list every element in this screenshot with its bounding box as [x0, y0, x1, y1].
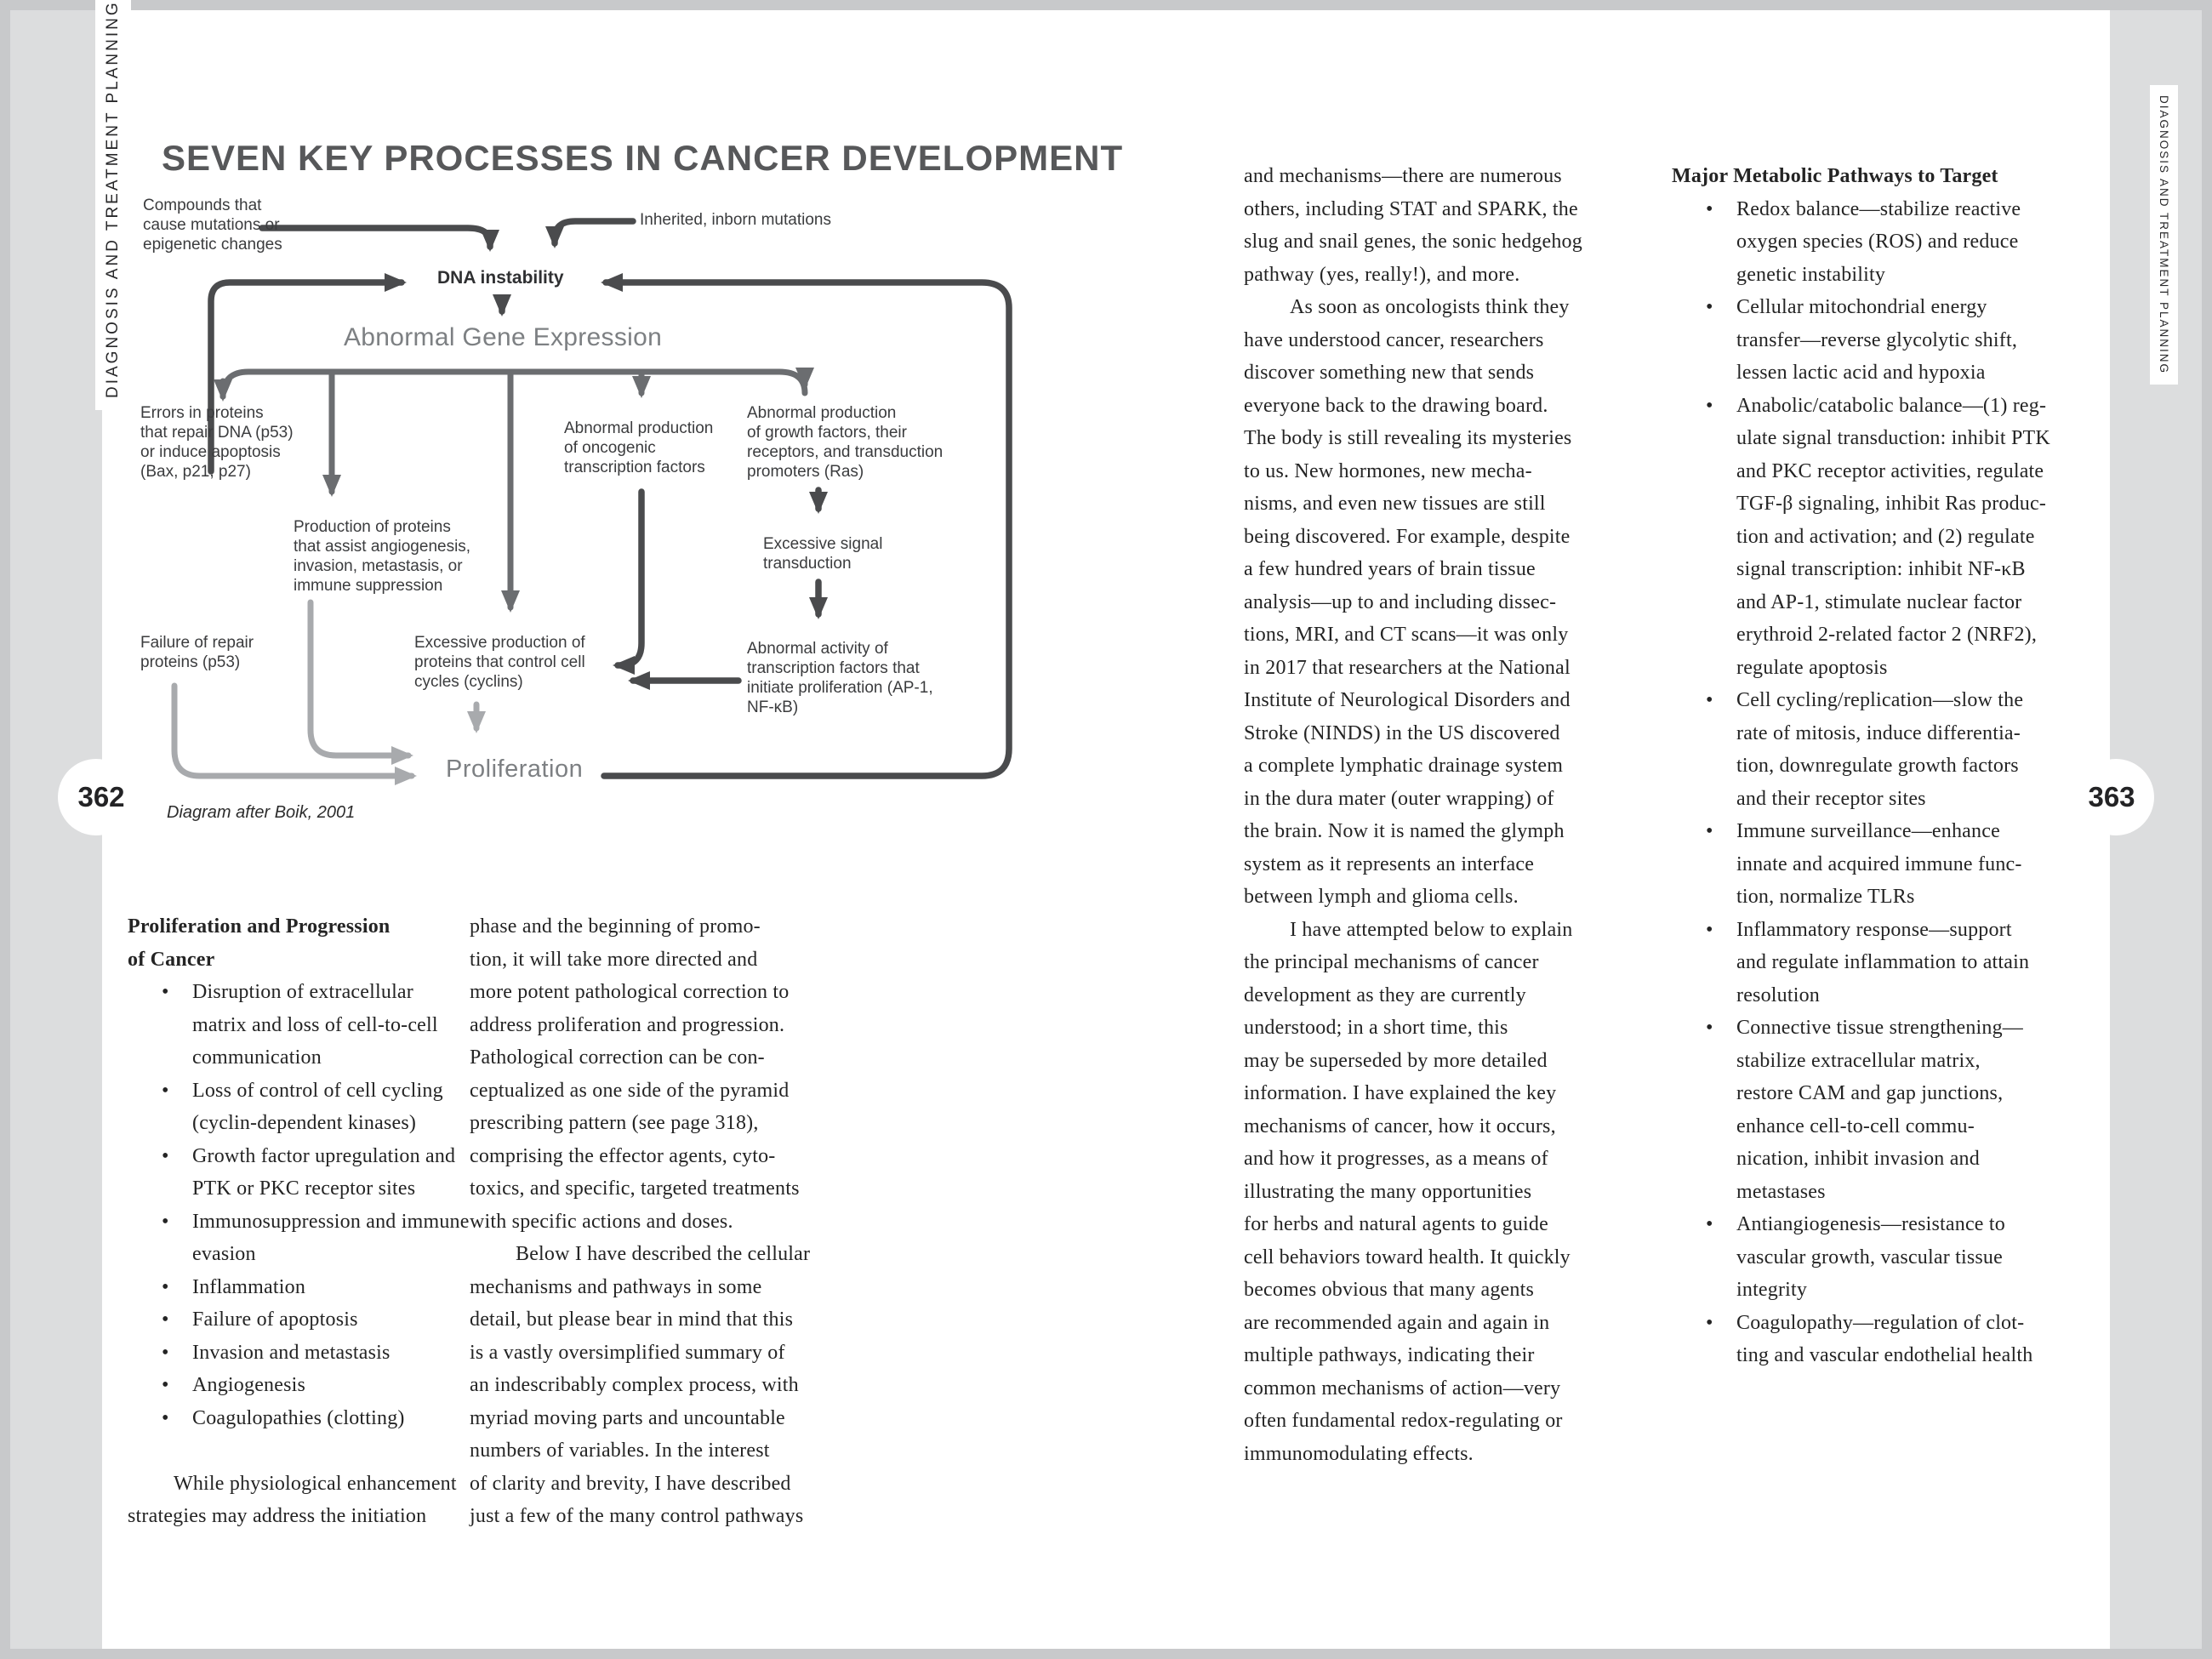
body-text-line: information. I have explained the key [1244, 1082, 1557, 1104]
body-text-line: a few hundred years of brain tissue [1244, 558, 1536, 580]
node-failure-repair-proteins [140, 633, 254, 672]
body-text-line [1672, 1208, 2055, 1241]
body-text-line: vascular growth, vascular tissue [1736, 1246, 2003, 1268]
body-text-line: and AP-1, stimulate nuclear factor [1736, 590, 2022, 613]
bullet-glyph: • [1706, 394, 1713, 417]
body-text-line: and their receptor sites [1736, 787, 1926, 810]
diagram-text-line: immune suppression [294, 577, 443, 595]
body-text-line [128, 1402, 468, 1435]
diagram-text-line: Compounds that [143, 197, 262, 214]
body-text-line: common mechanisms of action—very [1244, 1377, 1561, 1400]
heading-line: Major Metabolic Pathways to Target [1672, 165, 1998, 187]
bullet-glyph: • [1706, 1311, 1713, 1334]
body-text-line: TGF-β signaling, inhibit Ras produc- [1736, 493, 2047, 515]
diagram-text-line: Abnormal Gene Expression [344, 323, 663, 351]
diagram-text-line: Abnormal production [564, 419, 714, 437]
arrow-compounds-to-dna-instability [262, 228, 490, 247]
body-text-line: the principal mechanisms of cancer [1244, 951, 1539, 973]
body-text-line: have understood cancer, researchers [1244, 328, 1544, 351]
body-text-line: The body is still revealing its mysteries [1244, 427, 1572, 449]
body-text-line: address proliferation and progression. [470, 1013, 785, 1036]
bullet-glyph: • [162, 1144, 169, 1167]
body-text-line: Below I have described the cellular [516, 1243, 811, 1265]
bullet-text: Cellular mitochondrial energy [1736, 296, 1987, 318]
body-text-line: comprising the effector agents, cyto- [470, 1144, 776, 1167]
arrow-failure-to-proliferation [174, 686, 412, 776]
body-text-line: and regulate inflammation to attain [1736, 951, 2030, 973]
body-text-line: and how it progresses, as a means of [1244, 1148, 1548, 1170]
bullet-glyph: • [1706, 296, 1713, 318]
diagram-text-line: epigenetic changes [143, 236, 282, 254]
bullet-glyph: • [162, 1374, 169, 1396]
diagram-text-line: Abnormal activity of [747, 640, 888, 658]
body-text-line [128, 1271, 468, 1304]
body-text-line: a complete lymphatic drainage system [1244, 755, 1564, 777]
body-text-line: rate of mitosis, induce differentia- [1736, 721, 2021, 744]
body-text-line [128, 1303, 468, 1337]
body-text-line: Pathological correction can be con- [470, 1046, 765, 1069]
bullet-text: Loss of control of cell cycling [192, 1079, 443, 1102]
body-text-line: tion and activation; and (2) regulate [1736, 525, 2035, 548]
diagram-text-line: transduction [763, 555, 852, 573]
body-text-line: understood; in a short time, this [1244, 1017, 1508, 1039]
body-text-line: strategies may address the initiation [128, 1505, 427, 1527]
body-text-line: are recommended again and again in [1244, 1311, 1550, 1334]
body-text-line: the brain. Now it is named the glymph [1244, 820, 1565, 842]
body-text-line: stabilize extracellular matrix, [1736, 1049, 1981, 1072]
body-text-line: enhance cell-to-cell commu- [1736, 1115, 1975, 1137]
body-text-line: mechanisms and pathways in some [470, 1275, 762, 1298]
page-number-text: 363 [2088, 781, 2135, 812]
body-text-line [128, 1369, 468, 1402]
body-text-line [1672, 1307, 2055, 1340]
right-page-number [2078, 759, 2154, 835]
body-text-line: transfer—reverse glycolytic shift, [1736, 328, 2018, 351]
bullet-glyph: • [1706, 197, 1713, 220]
diagram-text-line: or induce apoptosis [140, 443, 281, 461]
body-text-line: (cyclin-dependent kinases) [192, 1112, 417, 1134]
bullet-text: Inflammatory response—support [1736, 918, 2012, 941]
body-text-line [1672, 815, 2055, 848]
diagram-text-line: cycles (cyclins) [414, 673, 523, 691]
bullet-glyph: • [1706, 689, 1713, 711]
diagram-text-line: transcription factors that [747, 659, 920, 677]
body-text-line: becomes obvious that many agents [1244, 1279, 1534, 1301]
diagram-text-line: of oncogenic [564, 439, 656, 457]
body-text-line: regulate apoptosis [1736, 656, 1888, 679]
body-text-line: everyone back to the drawing board. [1244, 394, 1548, 417]
bullet-glyph: • [1706, 820, 1713, 842]
body-text-line: numbers of variables. In the interest [470, 1440, 770, 1462]
body-text-line: erythroid 2-related factor 2 (NRF2), [1736, 624, 2038, 646]
bullet-text: Disruption of extracellular [192, 981, 413, 1003]
body-text-line: As soon as oncologists think they [1290, 296, 1570, 318]
heading-line: Proliferation and Progression [128, 915, 391, 938]
node-dna-instability [437, 268, 564, 288]
diagram-text-line: Excessive signal [763, 535, 883, 553]
body-text-line: in 2017 that researchers at the National [1244, 656, 1571, 679]
body-text-line: tion, normalize TLRs [1736, 886, 1915, 908]
diagram-text-line: cause mutations or [143, 216, 280, 234]
body-text-line: cell behaviors toward health. It quickly [1244, 1246, 1571, 1268]
node-errors-repair-proteins [140, 403, 294, 482]
bullet-text: Immunosuppression and immune [192, 1210, 470, 1233]
body-text-line: ulate signal transduction: inhibit PTK [1736, 427, 2050, 449]
body-text-line: nisms, and even new tissues are still [1244, 493, 1546, 515]
diagram-text-line: (Bax, p21, p27) [140, 463, 251, 481]
right-edge-chapter-label: DIAGNOSIS AND TREATMENT PLANNING [2150, 85, 2178, 385]
node-growth-factors [747, 403, 943, 482]
diagram-text-line: Abnormal production [747, 404, 897, 422]
body-text-line: prescribing pattern (see page 318), [470, 1112, 759, 1134]
bullet-glyph: • [1706, 1213, 1713, 1235]
body-text-line [128, 1337, 468, 1370]
diagram-text-line: receptors, and transduction [747, 443, 944, 461]
body-text-line [1672, 193, 2055, 226]
body-text-line: and PKC receptor activities, regulate [1736, 459, 2044, 482]
body-text-line [1672, 1012, 2055, 1045]
bullet-text: Cell cycling/replication—slow the [1736, 689, 2024, 711]
diagram-text-line: DNA instability [437, 268, 564, 288]
body-text-line: PTK or PKC receptor sites [192, 1177, 416, 1200]
body-text-line: communication [192, 1046, 322, 1069]
arrow-assist-to-proliferation [311, 602, 408, 755]
body-text-line: and mechanisms—there are numerous [1244, 165, 1562, 187]
body-text-line: more potent pathological correction to [470, 981, 790, 1003]
body-text-line [1672, 684, 2055, 717]
bullet-text: Anabolic/catabolic balance—(1) reg- [1736, 394, 2047, 417]
left-edge-chapter-label: DIAGNOSIS AND TREATMENT PLANNING [95, 0, 131, 410]
heading-line: of Cancer [128, 948, 215, 971]
body-text-line: metastases [1736, 1180, 1826, 1203]
body-text-line: I have attempted below to explain [1290, 918, 1573, 941]
node-excessive-cyclins [414, 633, 585, 692]
body-text-line: nication, inhibit invasion and [1736, 1148, 1980, 1170]
body-text-line: Institute of Neurological Disorders and [1244, 689, 1571, 711]
body-text-line: discover something new that sends [1244, 362, 1535, 384]
body-text-line: is a vastly oversimplified summary of [470, 1341, 785, 1364]
node-abnormal-gene-expression [344, 323, 663, 351]
node-compounds [143, 196, 282, 254]
body-text-line: others, including STAT and SPARK, the [1244, 197, 1578, 220]
right-page-column-2 [1672, 160, 2055, 1372]
body-text-line: innate and acquired immune func- [1736, 852, 2022, 875]
bullet-glyph: • [1706, 918, 1713, 941]
body-text-line: immunomodulating effects. [1244, 1442, 1474, 1465]
body-text-line: of clarity and brevity, I have described [470, 1472, 791, 1495]
node-abnormal-tf-activity [747, 639, 933, 717]
body-text-line: illustrating the many opportunities [1244, 1180, 1532, 1203]
body-text-line: for herbs and natural agents to guide [1244, 1213, 1548, 1235]
node-inherited-mutations [640, 210, 831, 230]
bullet-text: Invasion and metastasis [192, 1341, 391, 1364]
bullet-text: Failure of apoptosis [192, 1308, 358, 1331]
diagram-text-line: Failure of repair [140, 634, 254, 652]
diagram-text-line: proteins that control cell [414, 653, 585, 671]
body-text-line: analysis—up to and including dissec- [1244, 590, 1557, 613]
diagram-title: SEVEN KEY PROCESSES IN CANCER DEVELOPMENT [162, 138, 1124, 178]
body-text-line [128, 1140, 468, 1173]
node-proliferation [446, 755, 584, 783]
bullet-text: Redox balance—stabilize reactive [1736, 197, 2021, 220]
bullet-text: Coagulopathies (clotting) [192, 1406, 405, 1429]
body-text-line: lessen lactic acid and hypoxia [1736, 362, 1986, 384]
body-text-line: system as it represents an interface [1244, 852, 1535, 875]
node-oncogenic-transcription-factors [564, 419, 713, 477]
diagram-text-line: Proliferation [446, 755, 584, 783]
body-text-line [1672, 291, 2055, 324]
body-text-line: between lymph and glioma cells. [1244, 886, 1519, 908]
body-text-line [128, 1206, 468, 1239]
bullet-glyph: • [162, 981, 169, 1003]
blank-line [128, 1434, 468, 1468]
body-text-line: just a few of the many control pathways [470, 1505, 804, 1527]
body-text-line: multiple pathways, indicating their [1244, 1344, 1535, 1366]
body-text-line: matrix and loss of cell-to-cell [192, 1013, 438, 1036]
page-number-text: 362 [77, 781, 125, 812]
body-text-line: pathway (yes, really!), and more. [1244, 263, 1520, 286]
node-assist-proteins [294, 517, 470, 596]
bullet-text: Inflammation [192, 1275, 306, 1298]
diagram-text-line: that assist angiogenesis, [294, 538, 471, 556]
body-text-line: with specific actions and doses. [470, 1210, 733, 1233]
arrow-inherited-to-dna-instability [555, 221, 633, 243]
diagram-text-line: Production of proteins [294, 518, 451, 536]
bullet-text: Coagulopathy—regulation of clot- [1736, 1311, 2025, 1334]
body-text-line: signal transcription: inhibit NF-κB [1736, 558, 2026, 580]
body-text-line: tions, MRI, and CT scans—it was only [1244, 624, 1569, 646]
body-text-line: toxics, and specific, targeted treatments [470, 1177, 800, 1200]
body-text-line: myriad moving parts and uncountable [470, 1406, 785, 1429]
body-text-line: often fundamental redox-regulating or [1244, 1410, 1563, 1432]
diagram-text-line: Excessive production of [414, 634, 585, 652]
body-text-line: detail, but please bear in mind that this [470, 1308, 794, 1331]
body-text-line: resolution [1736, 983, 1820, 1006]
bullet-text: Connective tissue strengthening— [1736, 1017, 2024, 1039]
bullet-text: Antiangiogenesis—resistance to [1736, 1213, 2005, 1235]
bullet-glyph: • [162, 1079, 169, 1102]
body-text-line: slug and snail genes, the sonic hedgehog [1244, 231, 1582, 253]
bullet-glyph: • [162, 1275, 169, 1298]
left-page-column-2 [470, 910, 844, 1533]
body-text-line: Stroke (NINDS) in the US discovered [1244, 721, 1560, 744]
bullet-text: Immune surveillance—enhance [1736, 820, 2000, 842]
left-page-column-1 [128, 910, 468, 1533]
diagram-text-line: initiate proliferation (AP-1, [747, 679, 933, 697]
body-text-line: evasion [192, 1243, 256, 1265]
body-text-line: tion, downregulate growth factors [1736, 755, 2019, 777]
bullet-glyph: • [162, 1341, 169, 1364]
body-text-line: While physiological enhancement [174, 1472, 457, 1495]
gene-expression-bus-line [223, 372, 805, 396]
body-text-line: being discovered. For example, despite [1244, 525, 1571, 548]
body-text-line [128, 1075, 468, 1108]
body-text-line [1672, 914, 2055, 947]
body-text-line: in the dura mater (outer wrapping) of [1244, 787, 1554, 810]
bullet-glyph: • [162, 1308, 169, 1331]
right-page-column-1 [1244, 160, 1627, 1470]
bullet-text: Growth factor upregulation and [192, 1144, 456, 1167]
body-text-line: genetic instability [1736, 263, 1886, 286]
diagram-text-line: invasion, metastasis, or [294, 557, 463, 575]
diagram-text-line: that repair DNA (p53) [140, 424, 294, 442]
body-text-line: to us. New hormones, new mecha- [1244, 459, 1532, 482]
body-text-line: integrity [1736, 1279, 1808, 1301]
bullet-text: Angiogenesis [192, 1374, 306, 1396]
diagram-text-line: proteins (p53) [140, 653, 241, 671]
bullet-glyph: • [162, 1406, 169, 1429]
diagram-text-line: promoters (Ras) [747, 463, 864, 481]
body-text-line: phase and the beginning of promo- [470, 915, 761, 938]
diagram-text-line: Errors in proteins [140, 404, 264, 422]
body-text-line: an indescribably complex process, with [470, 1374, 799, 1396]
diagram-caption: Diagram after Boik, 2001 [167, 803, 356, 822]
node-excessive-signal-transduction [763, 534, 882, 573]
diagram-text-line: NF-κB) [747, 698, 799, 716]
body-text-line: may be superseded by more detailed [1244, 1049, 1548, 1072]
body-text-line [128, 976, 468, 1009]
diagram-text-line: of growth factors, their [747, 424, 907, 442]
bullet-glyph: • [162, 1210, 169, 1233]
body-text-line: oxygen species (ROS) and reduce [1736, 231, 2019, 253]
body-text-line: restore CAM and gap junctions, [1736, 1082, 2004, 1104]
body-text-line: ceptualized as one side of the pyramid [470, 1079, 790, 1102]
body-text-line: development as they are currently [1244, 983, 1526, 1006]
body-text-line: ting and vascular endothelial health [1736, 1344, 2033, 1366]
diagram-text-line: Inherited, inborn mutations [640, 211, 831, 229]
bullet-glyph: • [1706, 1017, 1713, 1039]
body-text-line: mechanisms of cancer, how it occurs, [1244, 1115, 1556, 1137]
body-text-line [1672, 390, 2055, 423]
body-text-line: tion, it will take more directed and [470, 948, 758, 971]
diagram-text-line: transcription factors [564, 459, 705, 476]
arrow-oncogenic-to-cyclins [618, 492, 641, 665]
